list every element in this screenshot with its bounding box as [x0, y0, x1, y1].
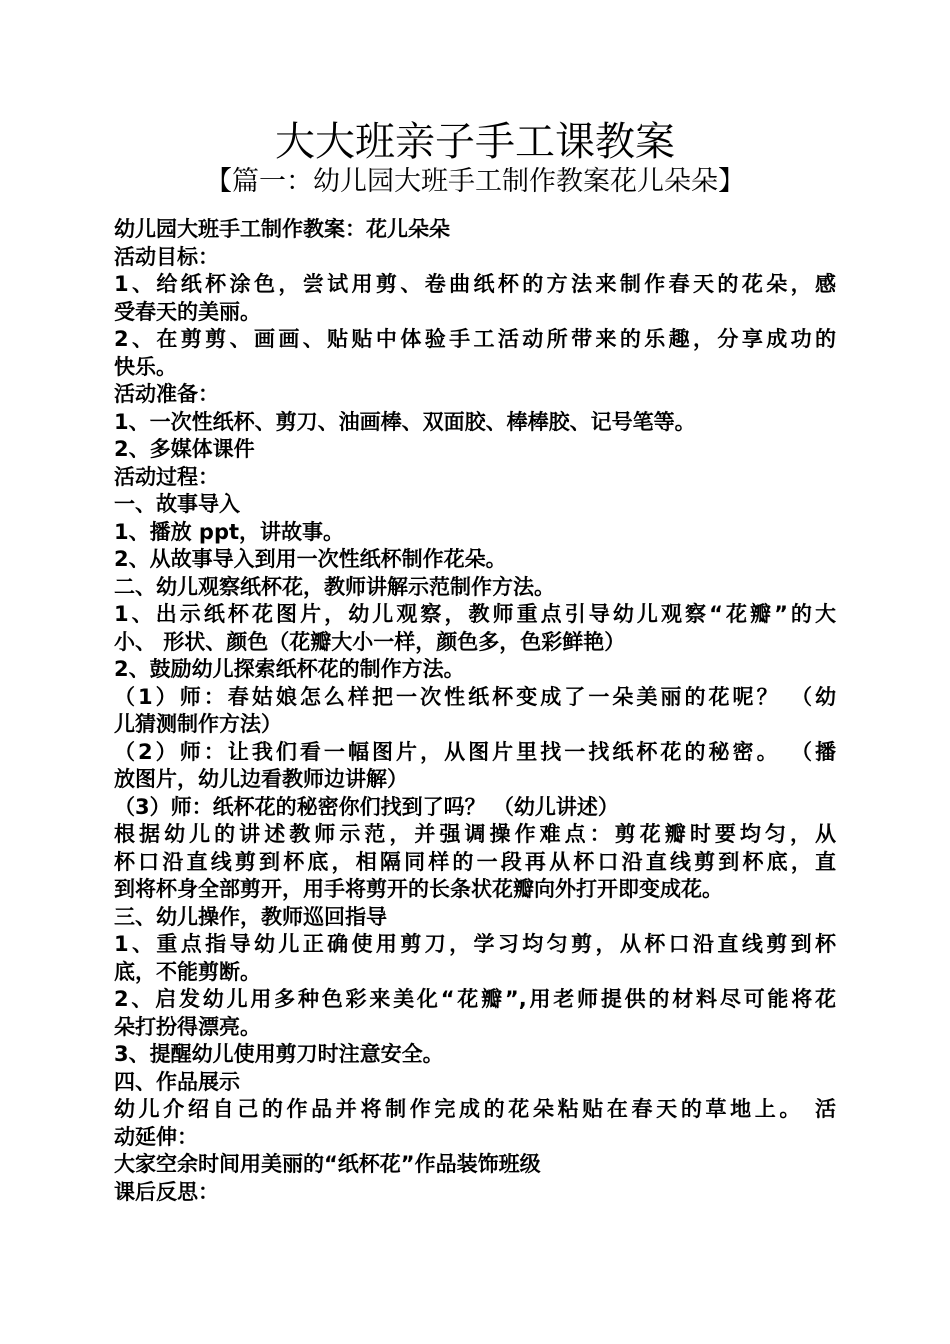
body-line: 1、重点指导幼儿正确使用剪刀，学习均匀剪，从杯口沿直线剪到杯 — [114, 932, 836, 956]
body-line: 1、给纸杯涂色，尝试用剪、卷曲纸杯的方法来制作春天的花朵，感 — [114, 272, 836, 296]
body-line: 动延伸： — [114, 1124, 198, 1149]
document-body — [114, 216, 836, 1206]
body-line: 活动目标： — [114, 244, 219, 269]
body-line: 课后反思： — [114, 1179, 219, 1204]
document-title: 大大班亲子手工课教案 — [275, 119, 675, 165]
body-line: 2、在剪剪、画画、贴贴中体验手工活动所带来的乐趣，分享成功的 — [114, 327, 836, 351]
body-line: 根据幼儿的讲述教师示范，并强调操作难点：剪花瓣时要均匀，从 — [114, 822, 836, 846]
body-line: 三、幼儿操作，教师巡回指导 — [114, 904, 387, 929]
body-line: 一、故事导入 — [114, 492, 240, 516]
body-line: 2、多媒体课件 — [114, 437, 255, 461]
body-line: 幼儿园大班手工制作教案：花儿朵朵 — [114, 217, 450, 241]
body-line: 儿猜测制作方法） — [114, 712, 282, 736]
body-line: 朵打扮得漂亮。 — [114, 1014, 261, 1039]
body-line: 受春天的美丽。 — [114, 299, 261, 324]
body-line: 底，不能剪断。 — [114, 959, 261, 984]
body-line: 二、幼儿观察纸杯花，教师讲解示范制作方法。 — [114, 574, 555, 599]
body-line: 2、启发幼儿用多种色彩来美化“花瓣”,用老师提供的材料尽可能将花 — [114, 987, 836, 1011]
body-line: （3）师：纸杯花的秘密你们找到了吗？ （幼儿讲述） — [114, 794, 619, 819]
document-subtitle: 【篇一：幼儿园大班手工制作教案花儿朵朵】 — [205, 166, 745, 197]
body-line: 活动过程： — [114, 464, 219, 489]
body-line: 杯口沿直线剪到杯底，相隔同样的一段再从杯口沿直线剪到杯底，直 — [114, 849, 836, 874]
body-line: （2）师：让我们看一幅图片，从图片里找一找纸杯花的秘密。 （播 — [114, 739, 836, 764]
body-line: 1、一次性纸杯、剪刀、油画棒、双面胶、棒棒胶、记号笔等。 — [114, 409, 696, 434]
body-line: 小、 形状、颜色（花瓣大小一样，颜色多，色彩鲜艳） — [114, 629, 626, 654]
body-line: 幼儿介绍自己的作品并将制作完成的花朵粘贴在春天的草地上。 活 — [114, 1097, 836, 1121]
body-line: 2、鼓励幼儿探索纸杯花的制作方法。 — [114, 657, 465, 681]
body-line: 到将杯身全部剪开，用手将剪开的长条状花瓣向外打开即变成花。 — [114, 877, 723, 901]
body-line: 放图片，幼儿边看教师边讲解） — [114, 767, 408, 791]
body-line: 1、出示纸杯花图片，幼儿观察，教师重点引导幼儿观察“花瓣”的大 — [114, 602, 836, 626]
body-line: 快乐。 — [114, 354, 177, 379]
body-line: 3、提醒幼儿使用剪刀时注意安全。 — [114, 1042, 444, 1066]
body-line: 2、从故事导入到用一次性纸杯制作花朵。 — [114, 547, 507, 571]
body-line: 大家空余时间用美丽的“纸杯花”作品装饰班级 — [114, 1152, 541, 1176]
body-line: （1）师：春姑娘怎么样把一次性纸杯变成了一朵美丽的花呢？ （幼 — [114, 684, 836, 709]
body-line: 四、作品展示 — [114, 1069, 240, 1094]
body-line: 活动准备： — [114, 382, 219, 406]
body-line: 1、播放 ppt，讲故事。 — [114, 519, 345, 544]
